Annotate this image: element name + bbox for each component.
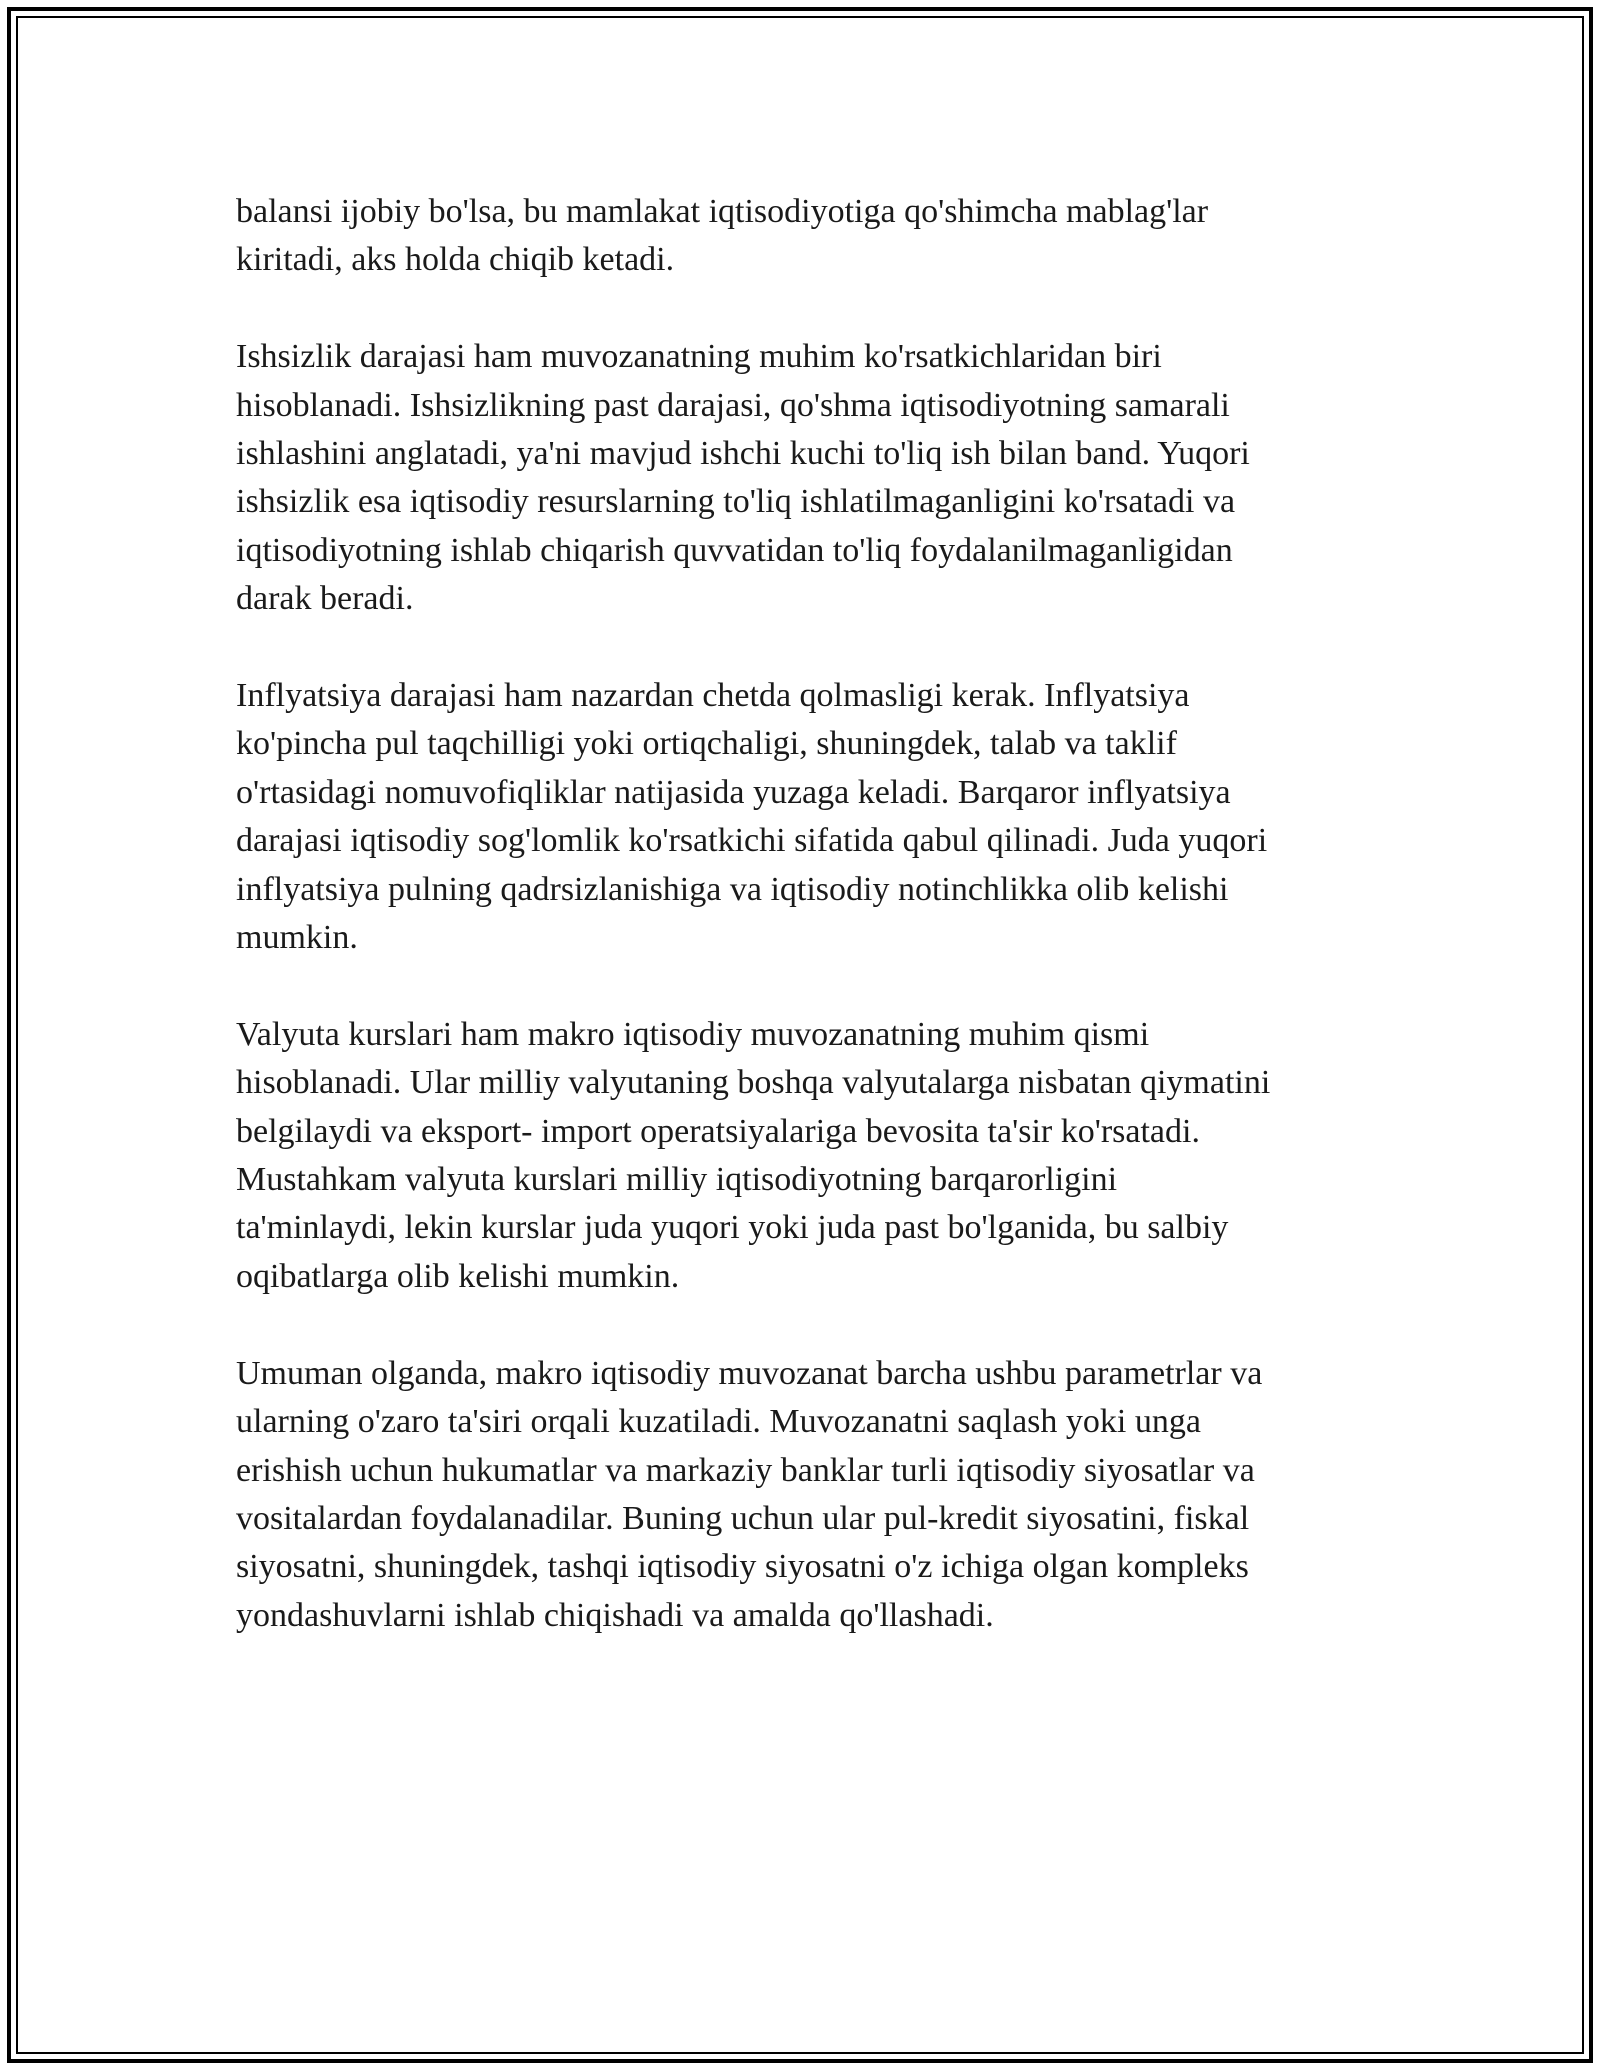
- paragraph-exchange-rates: [236, 1011, 1366, 1301]
- text-line: ishsizlik esa iqtisodiy resurslarning to'liq ishlatilmaganligini ko'rsatadi va: [236, 483, 1236, 521]
- text-line: darajasi iqtisodiy sog'lomlik ko'rsatkichi sifatida qabul qilinadi. Juda yuqori: [236, 822, 1268, 860]
- text-line: inflyatsiya pulning qadrsizlanishiga va iqtisodiy notinchlikka olib kelishi: [236, 870, 1229, 908]
- text-line: yondashuvlarni ishlab chiqishadi va amalda qo'llashadi.: [236, 1596, 994, 1634]
- paragraph-balance: [236, 188, 1366, 285]
- text-line: ta'minlaydi, lekin kurslar juda yuqori yoki juda past bo'lganida, bu salbiy: [236, 1209, 1229, 1247]
- text-line: vositalardan foydalanadilar. Buning uchun ular pul-kredit siyosatini, fiskal: [236, 1499, 1250, 1537]
- text-line: erishish uchun hukumatlar va markaziy banklar turli iqtisodiy siyosatlar va: [236, 1451, 1255, 1489]
- paragraph-unemployment: [236, 333, 1366, 623]
- text-line: mumkin.: [236, 919, 358, 957]
- paragraph-conclusion: [236, 1350, 1366, 1640]
- text-line: kiritadi, aks holda chiqib ketadi.: [236, 241, 675, 279]
- text-line: ularning o'zaro ta'siri orqali kuzatiladi. Muvozanatni saqlash yoki unga: [236, 1403, 1201, 1441]
- text-line: Ishsizlik darajasi ham muvozanatning muhim ko'rsatkichlaridan biri: [236, 338, 1162, 376]
- text-line: hisoblanadi. Ishsizlikning past darajasi, qo'shma iqtisodiyotning samarali: [236, 386, 1230, 424]
- text-line: darak beradi.: [236, 580, 414, 618]
- text-line: siyosatni, shuningdek, tashqi iqtisodiy siyosatni o'z ichiga olgan kompleks: [236, 1548, 1249, 1586]
- text-line: Inflyatsiya darajasi ham nazardan chetda qolmasligi kerak. Inflyatsiya: [236, 677, 1190, 715]
- text-line: belgilaydi va eksport- import operatsiyalariga bevosita ta'sir ko'rsatadi.: [236, 1112, 1200, 1150]
- text-line: iqtisodiyotning ishlab chiqarish quvvatidan to'liq foydalanilmaganligidan: [236, 531, 1233, 569]
- text-line: ishlashini anglatadi, ya'ni mavjud ishchi kuchi to'liq ish bilan band. Yuqori: [236, 435, 1250, 473]
- document-body: [236, 188, 1366, 1689]
- text-line: oqibatlarga olib kelishi mumkin.: [236, 1257, 680, 1295]
- text-line: ko'pincha pul taqchilligi yoki ortiqchaligi, shuningdek, talab va taklif: [236, 725, 1177, 763]
- text-line: Valyuta kurslari ham makro iqtisodiy muvozanatning muhim qismi: [236, 1015, 1150, 1053]
- text-line: o'rtasidagi nomuvofiqliklar natijasida yuzaga keladi. Barqaror inflyatsiya: [236, 773, 1231, 811]
- paragraph-inflation: [236, 672, 1366, 962]
- text-line: balansi ijobiy bo'lsa, bu mamlakat iqtisodiyotiga qo'shimcha mablag'lar: [236, 193, 1209, 230]
- text-line: Umuman olganda, makro iqtisodiy muvozanat barcha ushbu parametrlar va: [236, 1354, 1263, 1392]
- text-line: hisoblanadi. Ular milliy valyutaning boshqa valyutalarga nisbatan qiymatini: [236, 1064, 1271, 1102]
- text-line: Mustahkam valyuta kurslari milliy iqtisodiyotning barqarorligini: [236, 1161, 1118, 1199]
